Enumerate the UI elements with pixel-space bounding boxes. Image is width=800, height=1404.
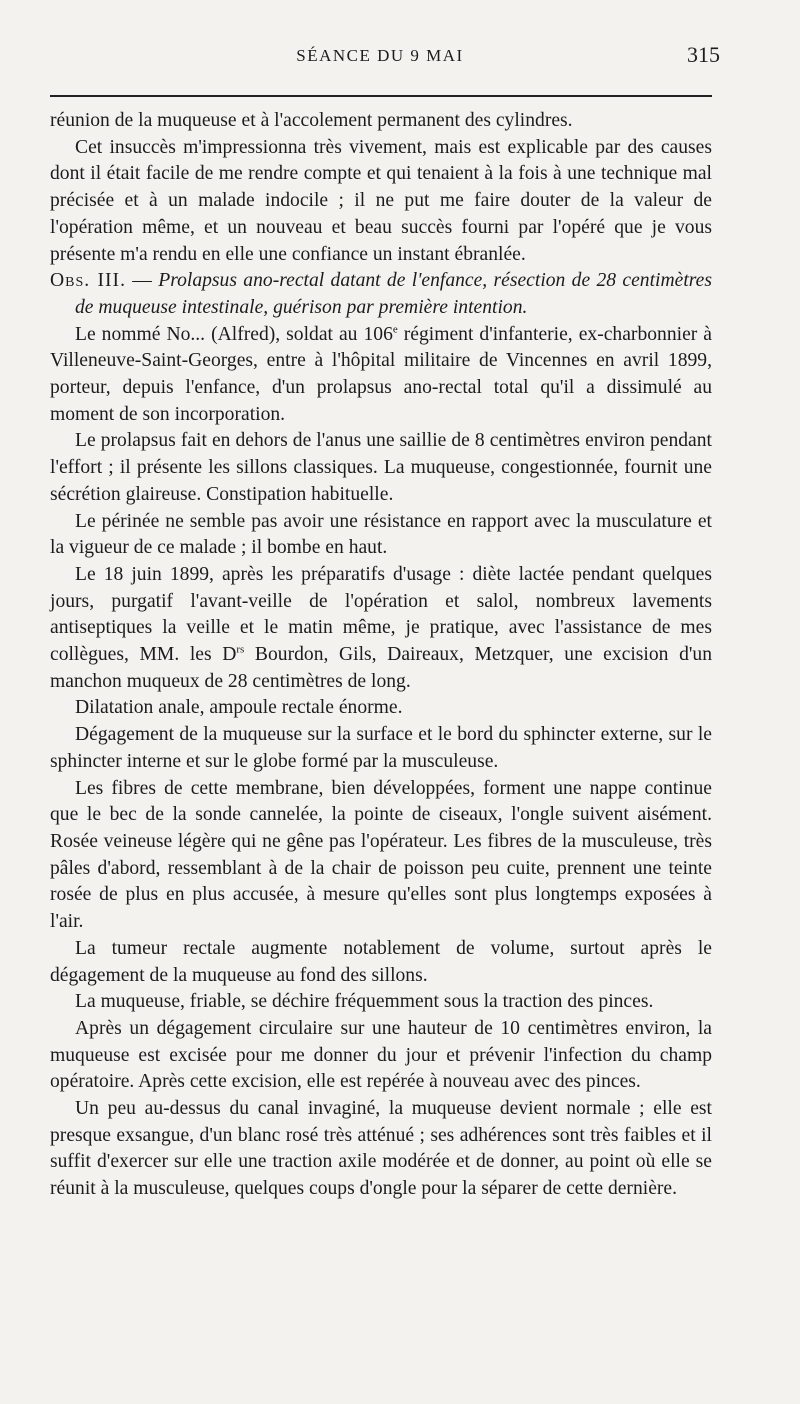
paragraph-text: Le 18 juin 1899, après les préparatifs d'usage : diète lactée pendant quelques jours, purgatif l'avant-veille de l'opération et salol, nombreux lavements antiseptiques la veille et le matin même, je pratique, avec l'assistance de mes collègues, MM. les D <box>50 563 712 666</box>
paragraph-text: régiment d'infanterie, ex-charbonnier à Villeneuve-Saint-Georges, entre à l'hôpital militaire de Vincennes en avril 1899, porteur, depuis l'enfance, d'un prolapsus ano-rectal total qu'il a dissimulé au moment de son incorporation. <box>50 323 712 425</box>
body-text <box>50 108 712 1203</box>
observation-dash: — <box>125 270 159 292</box>
paragraph: La muqueuse, friable, se déchire fréquemment sous la traction des pinces. <box>75 991 654 1013</box>
observation-title: Prolapsus ano-rectal datant de l'enfance, résection de 28 centimètres de muqueuse intestinale, guérison par première intention. <box>75 270 713 318</box>
observation-heading <box>50 268 712 321</box>
superscript: rs <box>236 643 245 656</box>
paragraph: Dilatation anale, ampoule rectale énorme. <box>75 697 403 719</box>
paragraph: Un peu au-dessus du canal invaginé, la muqueuse devient normale ; elle est presque exsangue, d'un blanc rosé très atténué ; ses adhérences sont très faibles et il suffit d'exercer sur elle une traction axile modérée et de donner, au point où elle se réunit à la musculeuse, quelques coups d'ongle pour la séparer de cette dernière. <box>50 1098 712 1200</box>
paragraph: Le périnée ne semble pas avoir une résistance en rapport avec la musculature et la vigueur de ce malade ; il bombe en haut. <box>50 510 712 559</box>
paragraph: Les fibres de cette membrane, bien développées, forment une nappe continue que le bec de la sonde cannelée, la pointe de ciseaux, l'ongle suivent aisément. Rosée veineuse légère qui ne gêne pas l'opérateur. Les fibres de la musculeuse, très pâles d'abord, ressemblant à de la chair de poisson peu cuite, prennent une teinte rosée de plus en plus accusée, à mesure qu'elles sont plus longtemps exposées à l'air. <box>50 777 712 933</box>
paragraph <box>50 322 712 429</box>
paragraph-text: Le nommé No... (Alfred), soldat au 106 <box>75 323 393 345</box>
running-head <box>40 42 720 76</box>
paragraph: Le prolapsus fait en dehors de l'anus une saillie de 8 centimètres environ pendant l'effort ; il présente les sillons classiques. La muqueuse, congestionnée, fournit une sécrétion glaireuse. Constipation habituelle. <box>50 430 712 505</box>
paragraph-text: Bourdon, Gils, Daireaux, Metzquer, une excision d'un manchon muqueux de 28 centimètres de long. <box>50 644 712 692</box>
paragraph: réunion de la muqueuse et à l'accolement permanent des cylindres. <box>50 110 573 131</box>
paragraph: Dégagement de la muqueuse sur la surface et le bord du sphincter externe, sur le sphincter interne et sur le globe formé par la musculeuse. <box>50 724 712 772</box>
paragraph: Après un dégagement circulaire sur une hauteur de 10 centimètres environ, la muqueuse est excisée pour me donner du jour et prévenir l'infection du champ opératoire. Après cette excision, elle est repérée à nouveau avec des pinces. <box>50 1017 712 1093</box>
paragraph: La tumeur rectale augmente notablement de volume, surtout après le dégagement de la muqueuse au fond des sillons. <box>50 937 712 986</box>
observation-label: Obs. III. <box>50 270 126 292</box>
superscript: e <box>392 323 398 336</box>
page-number: 315 <box>687 42 720 67</box>
paragraph <box>50 562 712 696</box>
running-title: SÉANCE DU 9 MAI <box>296 46 464 65</box>
paragraph: Cet insuccès m'impressionna très vivement, mais est explicable par des causes dont il était facile de me rendre compte et qui tenaient à la fois à une technique mal précisée et à un malade indocile ; il ne put me faire douter de la valeur de l'opération même, et un nouveau et beau succès fourni par l'opéré que je vous présente m'a rendu en elle une confiance un instant ébranlée. <box>50 136 712 265</box>
header-rule <box>50 95 712 97</box>
